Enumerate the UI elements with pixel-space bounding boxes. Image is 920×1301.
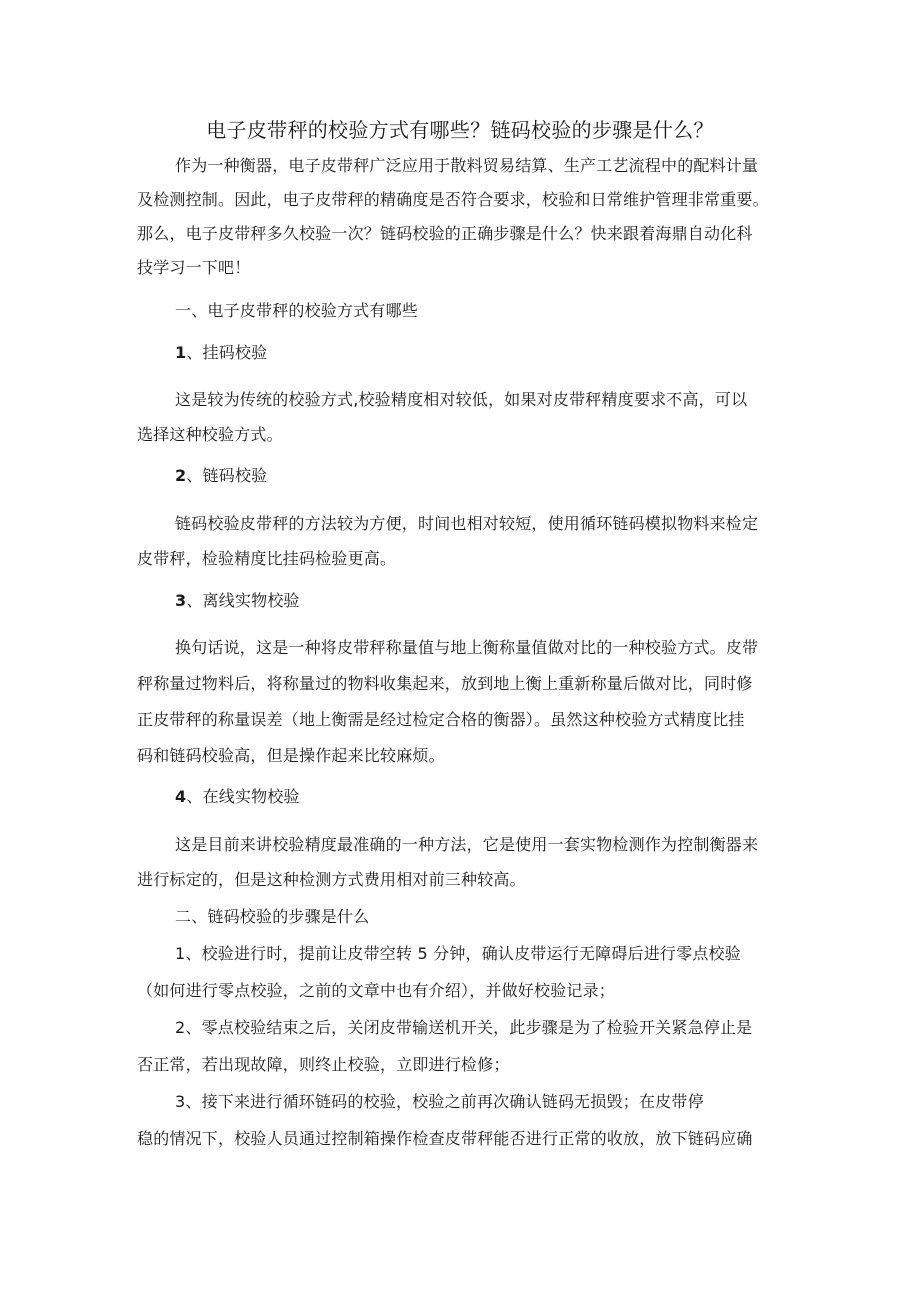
method-1-text-line: 这是较为传统的校验方式,校验精度相对较低，如果对皮带秤精度要求不高，可以 [175, 390, 748, 409]
method-4-heading [175, 786, 300, 808]
method-number: 4 [175, 787, 187, 806]
step-1-line: 1、校验进行时，提前让皮带空转 5 分钟，确认皮带运行无障碍后进行零点校验 [175, 944, 741, 963]
method-2-text-line: 链码校验皮带秤的方法较为方便，时间也相对较短，使用循环链码模拟物料来检定 [175, 514, 759, 533]
method-number: 1 [175, 343, 187, 362]
method-title: 、链码校验 [186, 466, 268, 485]
method-4-text-line: 这是目前来讲校验精度最准确的一种方法，它是使用一套实物检测作为控制衡器来 [175, 835, 759, 854]
method-3-heading [175, 590, 300, 612]
method-3-text-line: 秤称量过物料后，将称量过的物料收集起来，放到地上衡上重新称量后做对比，同时修 [137, 674, 753, 693]
method-number: 2 [175, 466, 187, 485]
method-2-text-line: 皮带秤，检验精度比挂码检验更高。 [137, 549, 397, 568]
method-1-text-line: 选择这种校验方式。 [137, 425, 283, 444]
method-title: 、在线实物校验 [186, 787, 300, 806]
method-title: 、挂码校验 [186, 343, 268, 362]
step-3-line: 稳的情况下，校验人员通过控制箱操作检查皮带秤能否进行正常的收放，放下链码应确 [137, 1129, 753, 1148]
step-3-line: 3、接下来进行循环链码的校验，校验之前再次确认链码无损毁；在皮带停 [175, 1092, 704, 1111]
section-1-heading: 一、电子皮带秤的校验方式有哪些 [175, 301, 419, 320]
step-2-line: 2、零点校验结束之后，关闭皮带输送机开关，此步骤是为了检验开关紧急停止是 [175, 1018, 753, 1037]
method-2-heading [175, 465, 267, 487]
intro-line-2: 及检测控制。因此，电子皮带秤的精确度是否符合要求，校验和日常维护管理非常重要。 [137, 190, 769, 209]
step-2-line: 否正常，若出现故障，则终止校验，立即进行检修； [137, 1055, 510, 1074]
document-title: 电子皮带秤的校验方式有哪些？链码校验的步骤是什么？ [206, 118, 714, 142]
section-2-heading: 二、链码校验的步骤是什么 [175, 907, 370, 926]
step-1-line: （如何进行零点校验，之前的文章中也有介绍），并做好校验记录； [137, 981, 616, 1000]
method-3-text-line: 码和链码校验高，但是操作起来比较麻烦。 [137, 746, 445, 765]
intro-line-1: 作为一种衡器，电子皮带秤广泛应用于散料贸易结算、生产工艺流程中的配料计量 [175, 156, 759, 175]
method-3-text-line: 换句话说，这是一种将皮带秤称量值与地上衡称量值做对比的一种校验方式。皮带 [175, 638, 759, 657]
method-4-text-line: 进行标定的，但是这种检测方式费用相对前三种较高。 [137, 870, 526, 889]
method-3-text-line: 正皮带秤的称量误差（地上衡需是经过检定合格的衡器）。虽然这种校验方式精度比挂 [137, 710, 745, 729]
intro-line-3: 那么，电子皮带秤多久校验一次？链码校验的正确步骤是什么？快来跟着海鼎自动化科 [137, 224, 753, 243]
method-1-heading [175, 342, 267, 364]
intro-line-4: 技学习一下吧！ [137, 258, 251, 277]
method-number: 3 [175, 591, 187, 610]
method-title: 、离线实物校验 [186, 591, 300, 610]
